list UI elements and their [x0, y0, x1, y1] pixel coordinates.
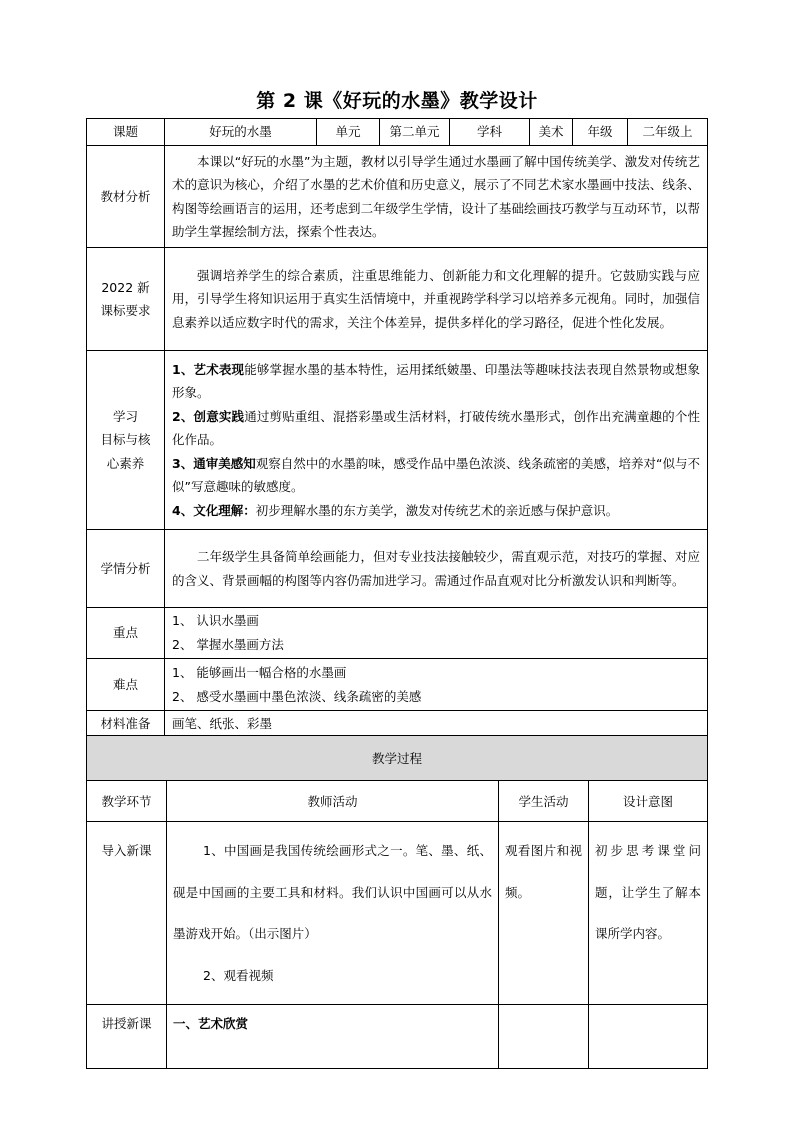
materials-row — [87, 711, 708, 738]
teacher-paragraph: 1、中国画是我国传统绘画形式之一。笔、墨、纸、砚是中国画的主要工具和材料。我们认识中国画可以从水墨游戏开始。（出示图片） — [173, 843, 492, 941]
student-activity: 观看图片和视频。 — [499, 822, 589, 1005]
objective-item — [172, 405, 700, 452]
objective-title: 4、文化理解： — [172, 502, 256, 518]
curriculum-label-line1: 2022 新 — [101, 279, 150, 295]
unit-value: 第二单元 — [380, 119, 450, 146]
stage-cell: 导入新课 — [87, 822, 167, 1005]
unit-label: 单元 — [317, 119, 380, 146]
objective-title: 2、创意实践 — [172, 408, 245, 424]
keypoints-label: 重点 — [87, 608, 165, 659]
teacher-paragraph: 2、观看视频 — [203, 967, 274, 983]
students-label: 学情分析 — [87, 530, 165, 608]
difficulty-item: 1、 能够画出一幅合格的水墨画 — [172, 664, 347, 680]
keypoints-row — [87, 608, 708, 659]
objective-title: 3、通审美感知 — [172, 455, 256, 471]
stage-cell: 讲授新课 — [87, 1005, 167, 1069]
curriculum-label-line2: 课标要求 — [100, 303, 151, 318]
curriculum-label — [87, 248, 165, 351]
keypoint-item: 2、 掌握水墨画方法 — [172, 637, 284, 652]
col-student: 学生活动 — [499, 781, 589, 822]
analysis-label: 教材分析 — [87, 146, 165, 248]
grade-label: 年级 — [573, 119, 628, 146]
objectives-label — [87, 351, 165, 530]
subject-value: 美术 — [530, 119, 573, 146]
design-intent: 初步思考课堂问题，让学生了解本课所学内容。 — [589, 822, 708, 1005]
objective-item — [172, 452, 700, 499]
materials-text: 画笔、纸张、彩墨 — [165, 711, 708, 738]
process-header-row — [87, 736, 708, 781]
process-row-new-lesson — [87, 1005, 708, 1069]
difficulty-item: 2、 感受水墨画中墨色浓淡、线条疏密的美感 — [172, 688, 422, 704]
lesson-info-table — [86, 118, 708, 738]
teaching-process-table — [86, 735, 708, 1069]
materials-label: 材料准备 — [87, 711, 165, 738]
process-row-intro — [87, 822, 708, 1005]
lesson-label: 课题 — [87, 119, 165, 146]
design-intent — [589, 1005, 708, 1069]
process-column-headers — [87, 781, 708, 822]
keypoint-item: 1、 认识水墨画 — [172, 613, 259, 628]
difficulties-row — [87, 659, 708, 711]
info-row — [87, 119, 708, 146]
objectives-row — [87, 351, 708, 530]
objectives-label-line3: 心素养 — [106, 455, 145, 471]
objectives-content — [165, 351, 708, 530]
difficulties-label: 难点 — [87, 659, 165, 711]
objectives-label-line1: 学习 — [112, 408, 138, 424]
students-row — [87, 530, 708, 608]
objective-text: 初步理解水墨的东方美学，激发对传统艺术的亲近感与保护意识。 — [255, 502, 619, 518]
objective-text: 观察自然中的水墨韵味，感受作品中墨色浓淡、线条疏密的美感，培养对“似与不似”写意趣味的敏感度。 — [172, 455, 700, 495]
col-teacher: 教师活动 — [167, 781, 499, 822]
objectives-label-line2: 目标与核 — [100, 432, 151, 448]
objective-text: 能够掌握水墨的基本特性，运用揉纸皴墨、印墨法等趣味技法表现自然景物或想象形象。 — [172, 361, 700, 401]
grade-value: 二年级上 — [628, 119, 708, 146]
analysis-row — [87, 146, 708, 248]
lesson-value: 好玩的水墨 — [165, 119, 317, 146]
document-title: 第 2 课《好玩的水墨》教学设计 — [256, 90, 538, 112]
student-activity — [499, 1005, 589, 1069]
process-header: 教学过程 — [87, 736, 708, 781]
difficulties-list — [165, 659, 708, 711]
objective-item — [172, 358, 700, 405]
subject-label: 学科 — [450, 119, 530, 146]
objective-title: 1、艺术表现 — [172, 361, 245, 377]
objective-text: 通过剪贴重组、混搭彩墨或生活材料，打破传统水墨形式，创作出充满童趣的个性化作品。 — [172, 408, 700, 448]
curriculum-row — [87, 248, 708, 351]
curriculum-text: 强调培养学生的综合素质，注重思维能力、创新能力和文化理解的提升。它鼓励实践与应用，引导学生将知识运用于真实生活情境中，并重视跨学科学习以培养多元视角。同时，加强信息素养以适应数字时代的需求，关注个体差异，提供多样化的学习路径，促进个性化发展。 — [165, 248, 708, 351]
keypoints-list — [165, 608, 708, 659]
teacher-activity: 一、艺术欣赏 — [167, 1005, 499, 1069]
objective-item — [172, 499, 700, 523]
col-stage: 教学环节 — [87, 781, 167, 822]
teacher-activity — [167, 822, 499, 1005]
analysis-text: 本课以“好玩的水墨”为主题，教材以引导学生通过水墨画了解中国传统美学、激发对传统艺术的意识为核心，介绍了水墨的艺术价值和历史意义，展示了不同艺术家水墨画中技法、线条、构图等绘画语言的运用，还考虑到二年级学生学情，设计了基础绘画技巧教学与互动环节，以帮助学生掌握绘制方法，探索个性表达。 — [165, 146, 708, 248]
students-text: 二年级学生具备简单绘画能力，但对专业技法接触较少，需直观示范，对技巧的掌握、对应的含义、背景画幅的构图等内容仍需加进学习。需通过作品直观对比分析激发认识和判断等。 — [165, 530, 708, 608]
col-intent: 设计意图 — [589, 781, 708, 822]
